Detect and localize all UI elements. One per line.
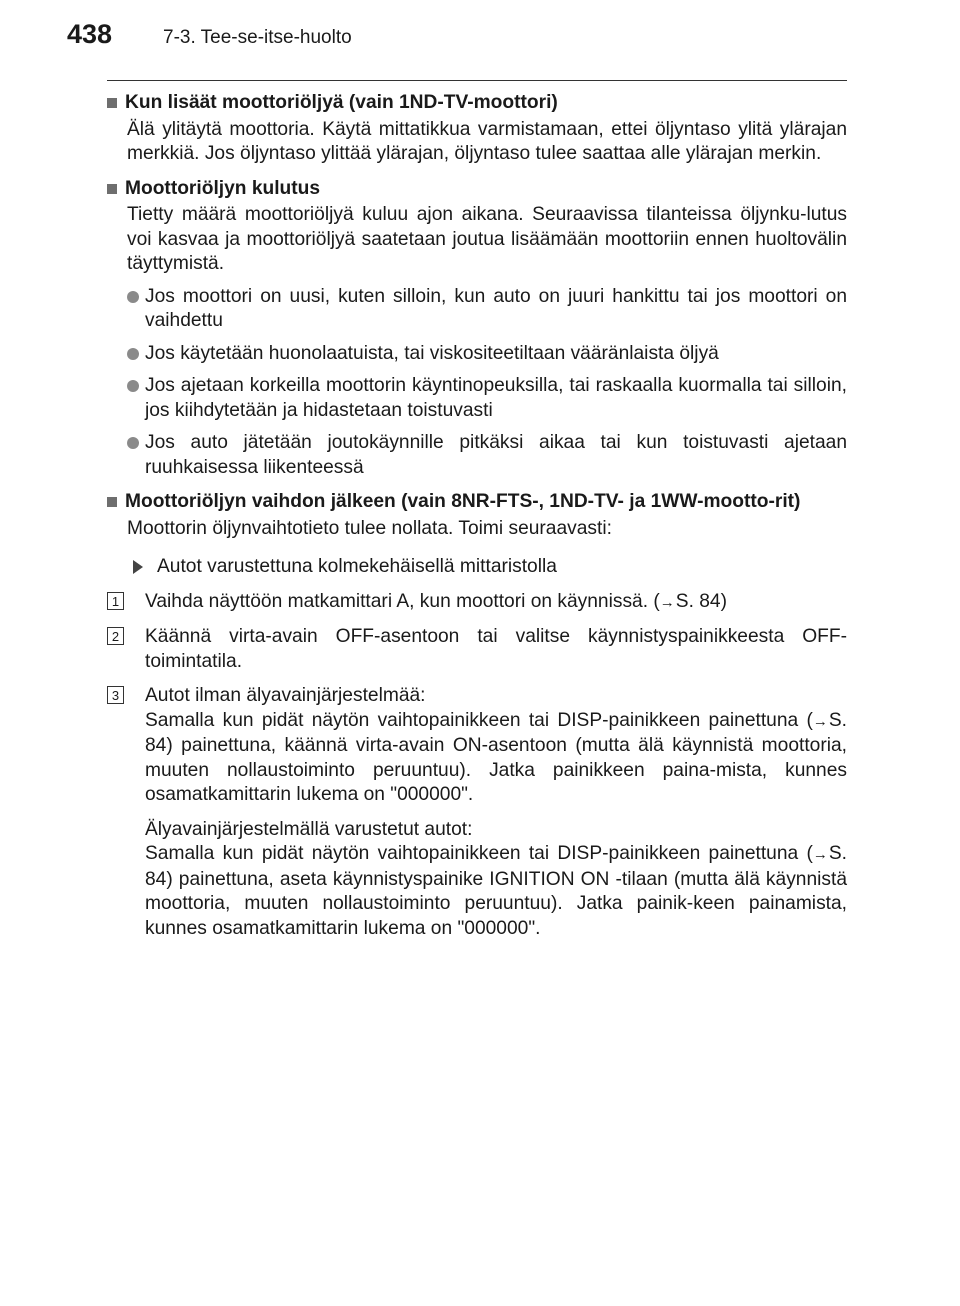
section-engine-oil-adding	[107, 91, 847, 167]
step-number-badge: 3	[107, 686, 124, 704]
section-body: Moottorin öljynvaihtotieto tulee nollata. Toimi seuraavasti:	[127, 517, 612, 539]
circle-bullet-icon	[127, 291, 139, 303]
step-text	[145, 684, 847, 941]
circle-bullet-icon	[127, 380, 139, 392]
list-item-text: Jos auto jätetään joutokäynnille pitkäksi aikaa tai kun toistuvasti ajetaan ruuhkaisessa liikenteessä	[145, 432, 847, 478]
section-heading	[107, 177, 847, 202]
list-item-text: Jos moottori on uusi, kuten silloin, kun auto on juuri hankittu tai jos moottori on vaihdettu	[145, 285, 847, 331]
step-number-badge: 1	[107, 592, 124, 610]
step-paragraph-with-smart-key	[145, 818, 847, 942]
step-3	[107, 684, 847, 941]
list-item-text: Jos käytetään huonolaatuista, tai viskositeetiltaan vääränlaista öljyä	[145, 342, 719, 364]
step-text-main: Vaihda näyttöön matkamittari A, kun moottori on käynnissä. (	[145, 590, 660, 612]
page-number: 438	[67, 19, 113, 49]
list-item	[127, 374, 847, 423]
square-bullet-icon	[107, 98, 117, 108]
square-bullet-icon	[107, 184, 117, 194]
section-oil-consumption	[107, 177, 847, 481]
section-heading	[107, 91, 847, 116]
header-divider	[107, 80, 847, 81]
step-2	[107, 625, 847, 674]
list-item	[127, 285, 847, 334]
paragraph-text: Samalla kun pidät näytön vaihtopainikkeen tai DISP-painikkeen painettuna (	[145, 843, 813, 864]
subheading-text: Autot varustettuna kolmekehäisellä mittaristolla	[157, 556, 557, 577]
paragraph-text: S. 84) painettuna, käännä virta-avain ON-asentoon (mutta älä käynnistä moottoria, muuten nollaustoiminto peruuntuu). Jatka painikkeen paina-mista, kunnes osamatkamittarin lukema on "000000".	[145, 709, 847, 805]
section-heading	[107, 490, 847, 515]
paragraph-heading: Älyavainjärjestelmällä varustetut autot:	[145, 818, 473, 840]
section-body: Älä ylitäytä moottoria. Käytä mittatikkua varmistamaan, ettei öljyntaso ylitä ylärajan merkkiä. Jos öljyntaso ylittää ylärajan, öljyntaso tulee saattaa alle ylärajan merkin.	[127, 118, 847, 164]
page-content	[107, 91, 847, 951]
arrow-right-icon: →	[812, 846, 828, 863]
list-item	[127, 431, 847, 480]
page-reference: S. 84)	[675, 590, 727, 612]
step-1	[107, 590, 847, 616]
section-body: Tietty määrä moottoriöljyä kuluu ajon aikana. Seuraavissa tilanteissa öljynku-lutus voi kasvaa ja moottoriöljyä saatetaan joutua lisäämään moottoriin ennen huoltovälin täyttymistä.	[127, 204, 847, 274]
square-bullet-icon	[107, 497, 117, 507]
subheading	[133, 555, 847, 580]
section-heading-text: Moottoriöljyn vaihdon jälkeen (vain 8NR-FTS-, 1ND-TV- ja 1WW-mootto-rit)	[125, 491, 801, 512]
arrow-right-icon: →	[659, 593, 675, 611]
paragraph-heading: Autot ilman älyavainjärjestelmää:	[145, 685, 426, 706]
step-text: Käännä virta-avain OFF-asentoon tai valitse käynnistyspainikkeesta OFF-toimintatila.	[145, 626, 847, 672]
arrow-right-icon: →	[812, 712, 828, 730]
triangle-right-icon	[133, 560, 143, 574]
section-heading-text: Moottoriöljyn kulutus	[125, 177, 321, 199]
paragraph-text: Samalla kun pidät näytön vaihtopainikkeen tai DISP-painikkeen painettuna (	[145, 709, 813, 731]
circle-bullet-icon	[127, 437, 139, 449]
section-heading-text: Kun lisäät moottoriöljyä (vain 1ND-TV-moottori)	[125, 92, 558, 113]
paragraph-text: S. 84) painettuna, aseta käynnistyspainike IGNITION ON -tilaan (mutta älä käynnistä moottoria, muuten nollaustoiminto peruuntuu). Jatka painik-keen painamista, kunnes osamatkamittarin lukema on "000000".	[145, 843, 847, 939]
circle-bullet-icon	[127, 348, 139, 360]
step-paragraph-without-smart-key	[145, 684, 847, 808]
step-text	[145, 590, 847, 616]
list-item	[127, 342, 847, 367]
section-title: 7-3. Tee-se-itse-huolto	[163, 27, 352, 48]
list-item-text: Jos ajetaan korkeilla moottorin käyntinopeuksilla, tai raskaalla kuormalla tai silloin, jos kiihdytetään ja hidastetaan toistuvasti	[145, 375, 847, 421]
step-number-badge: 2	[107, 627, 124, 645]
section-after-oil-change	[107, 490, 847, 941]
